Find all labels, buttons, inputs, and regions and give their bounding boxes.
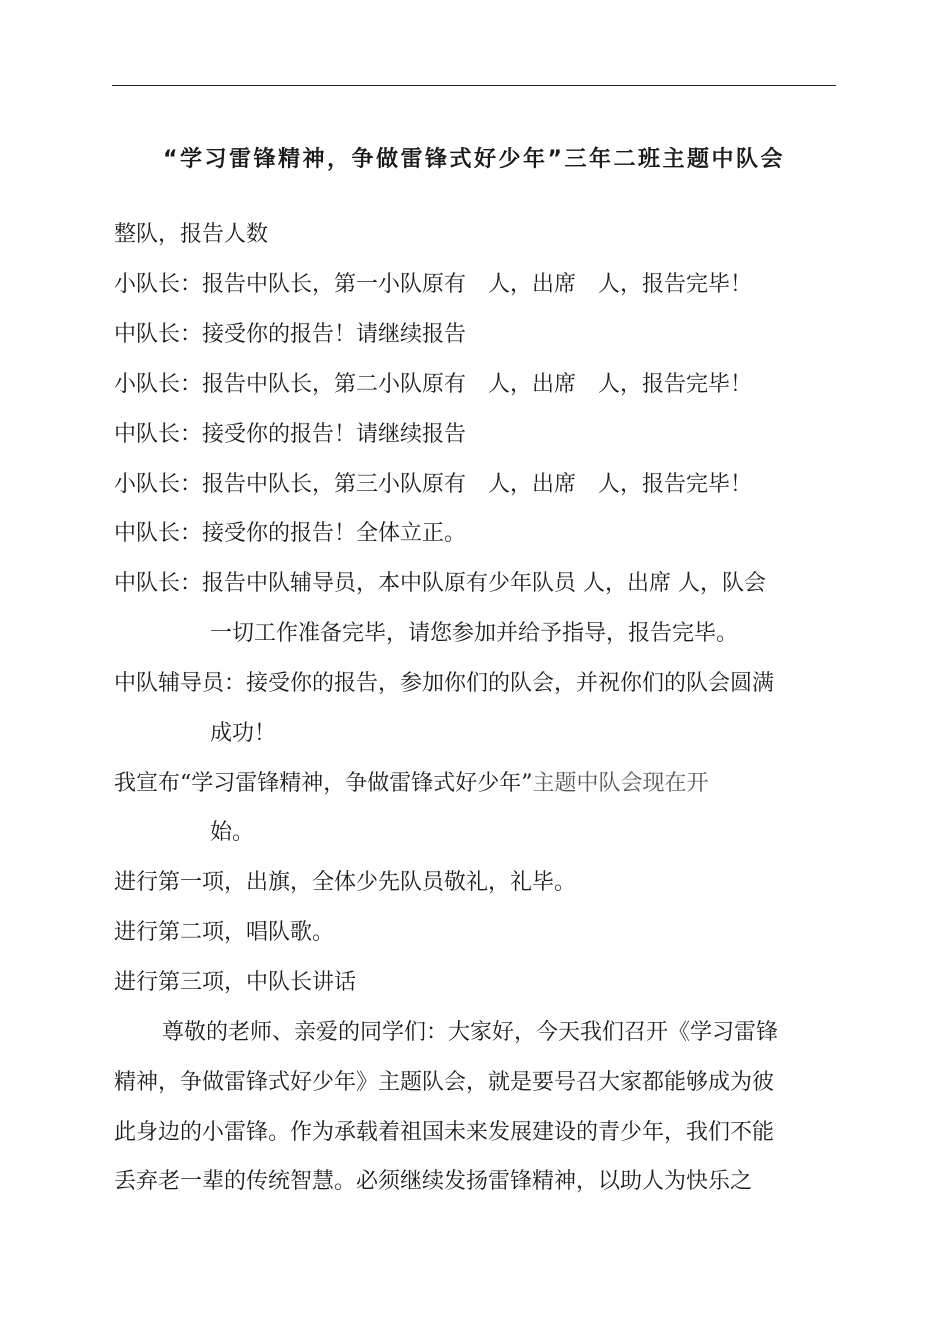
text-line: 成功！ <box>210 721 277 746</box>
text-line: 进行第二项，唱队歌。 <box>114 920 335 945</box>
announcement-text: 我宣布“学习雷锋精神，争做雷锋式好少年” <box>114 771 533 796</box>
text-line: 中队长：接受你的报告！全体立正。 <box>114 521 467 546</box>
header-rule <box>112 85 836 86</box>
text-line: 中队长：报告中队辅导员，本中队原有少年队员 人，出席 人，队会 <box>114 571 766 596</box>
text-line: 中队长：接受你的报告！请继续报告 <box>114 322 467 347</box>
text-line: 此身边的小雷锋。作为承载着祖国未来发展建设的青少年，我们不能 <box>114 1120 775 1145</box>
text-line: 尊敬的老师、亲爱的同学们：大家好，今天我们召开《学习雷锋 <box>162 1020 779 1045</box>
text-line: 丢弃老一辈的传统智慧。必须继续发扬雷锋精神，以助人为快乐之 <box>114 1169 753 1194</box>
text-line: 小队长：报告中队长，第二小队原有 人，出席 人，报告完毕！ <box>114 372 753 397</box>
text-line: 精神，争做雷锋式好少年》主题队会，就是要号召大家都能够成为彼 <box>114 1070 775 1095</box>
announcement-text-gray: 主题中队会现在开 <box>532 771 709 796</box>
text-line: 整队，报告人数 <box>114 222 269 247</box>
text-line: 一切工作准备完毕，请您参加并给予指导，报告完毕。 <box>210 621 739 646</box>
text-line: 中队长：接受你的报告！请继续报告 <box>114 422 467 447</box>
text-line: 进行第一项，出旗，全体少先队员敬礼，礼毕。 <box>114 870 577 895</box>
text-line: 中队辅导员：接受你的报告，参加你们的队会，并祝你们的队会圆满 <box>114 671 775 696</box>
document-title: “学习雷锋精神，争做雷锋式好少年”三年二班主题中队会 <box>163 147 785 172</box>
text-line: 小队长：报告中队长，第三小队原有 人，出席 人，报告完毕！ <box>114 472 753 497</box>
text-line: 始。 <box>210 820 255 845</box>
text-line: 进行第三项，中队长讲话 <box>114 970 357 995</box>
text-line: 小队长：报告中队长，第一小队原有 人，出席 人，报告完毕！ <box>114 272 753 297</box>
text-line <box>114 769 836 799</box>
